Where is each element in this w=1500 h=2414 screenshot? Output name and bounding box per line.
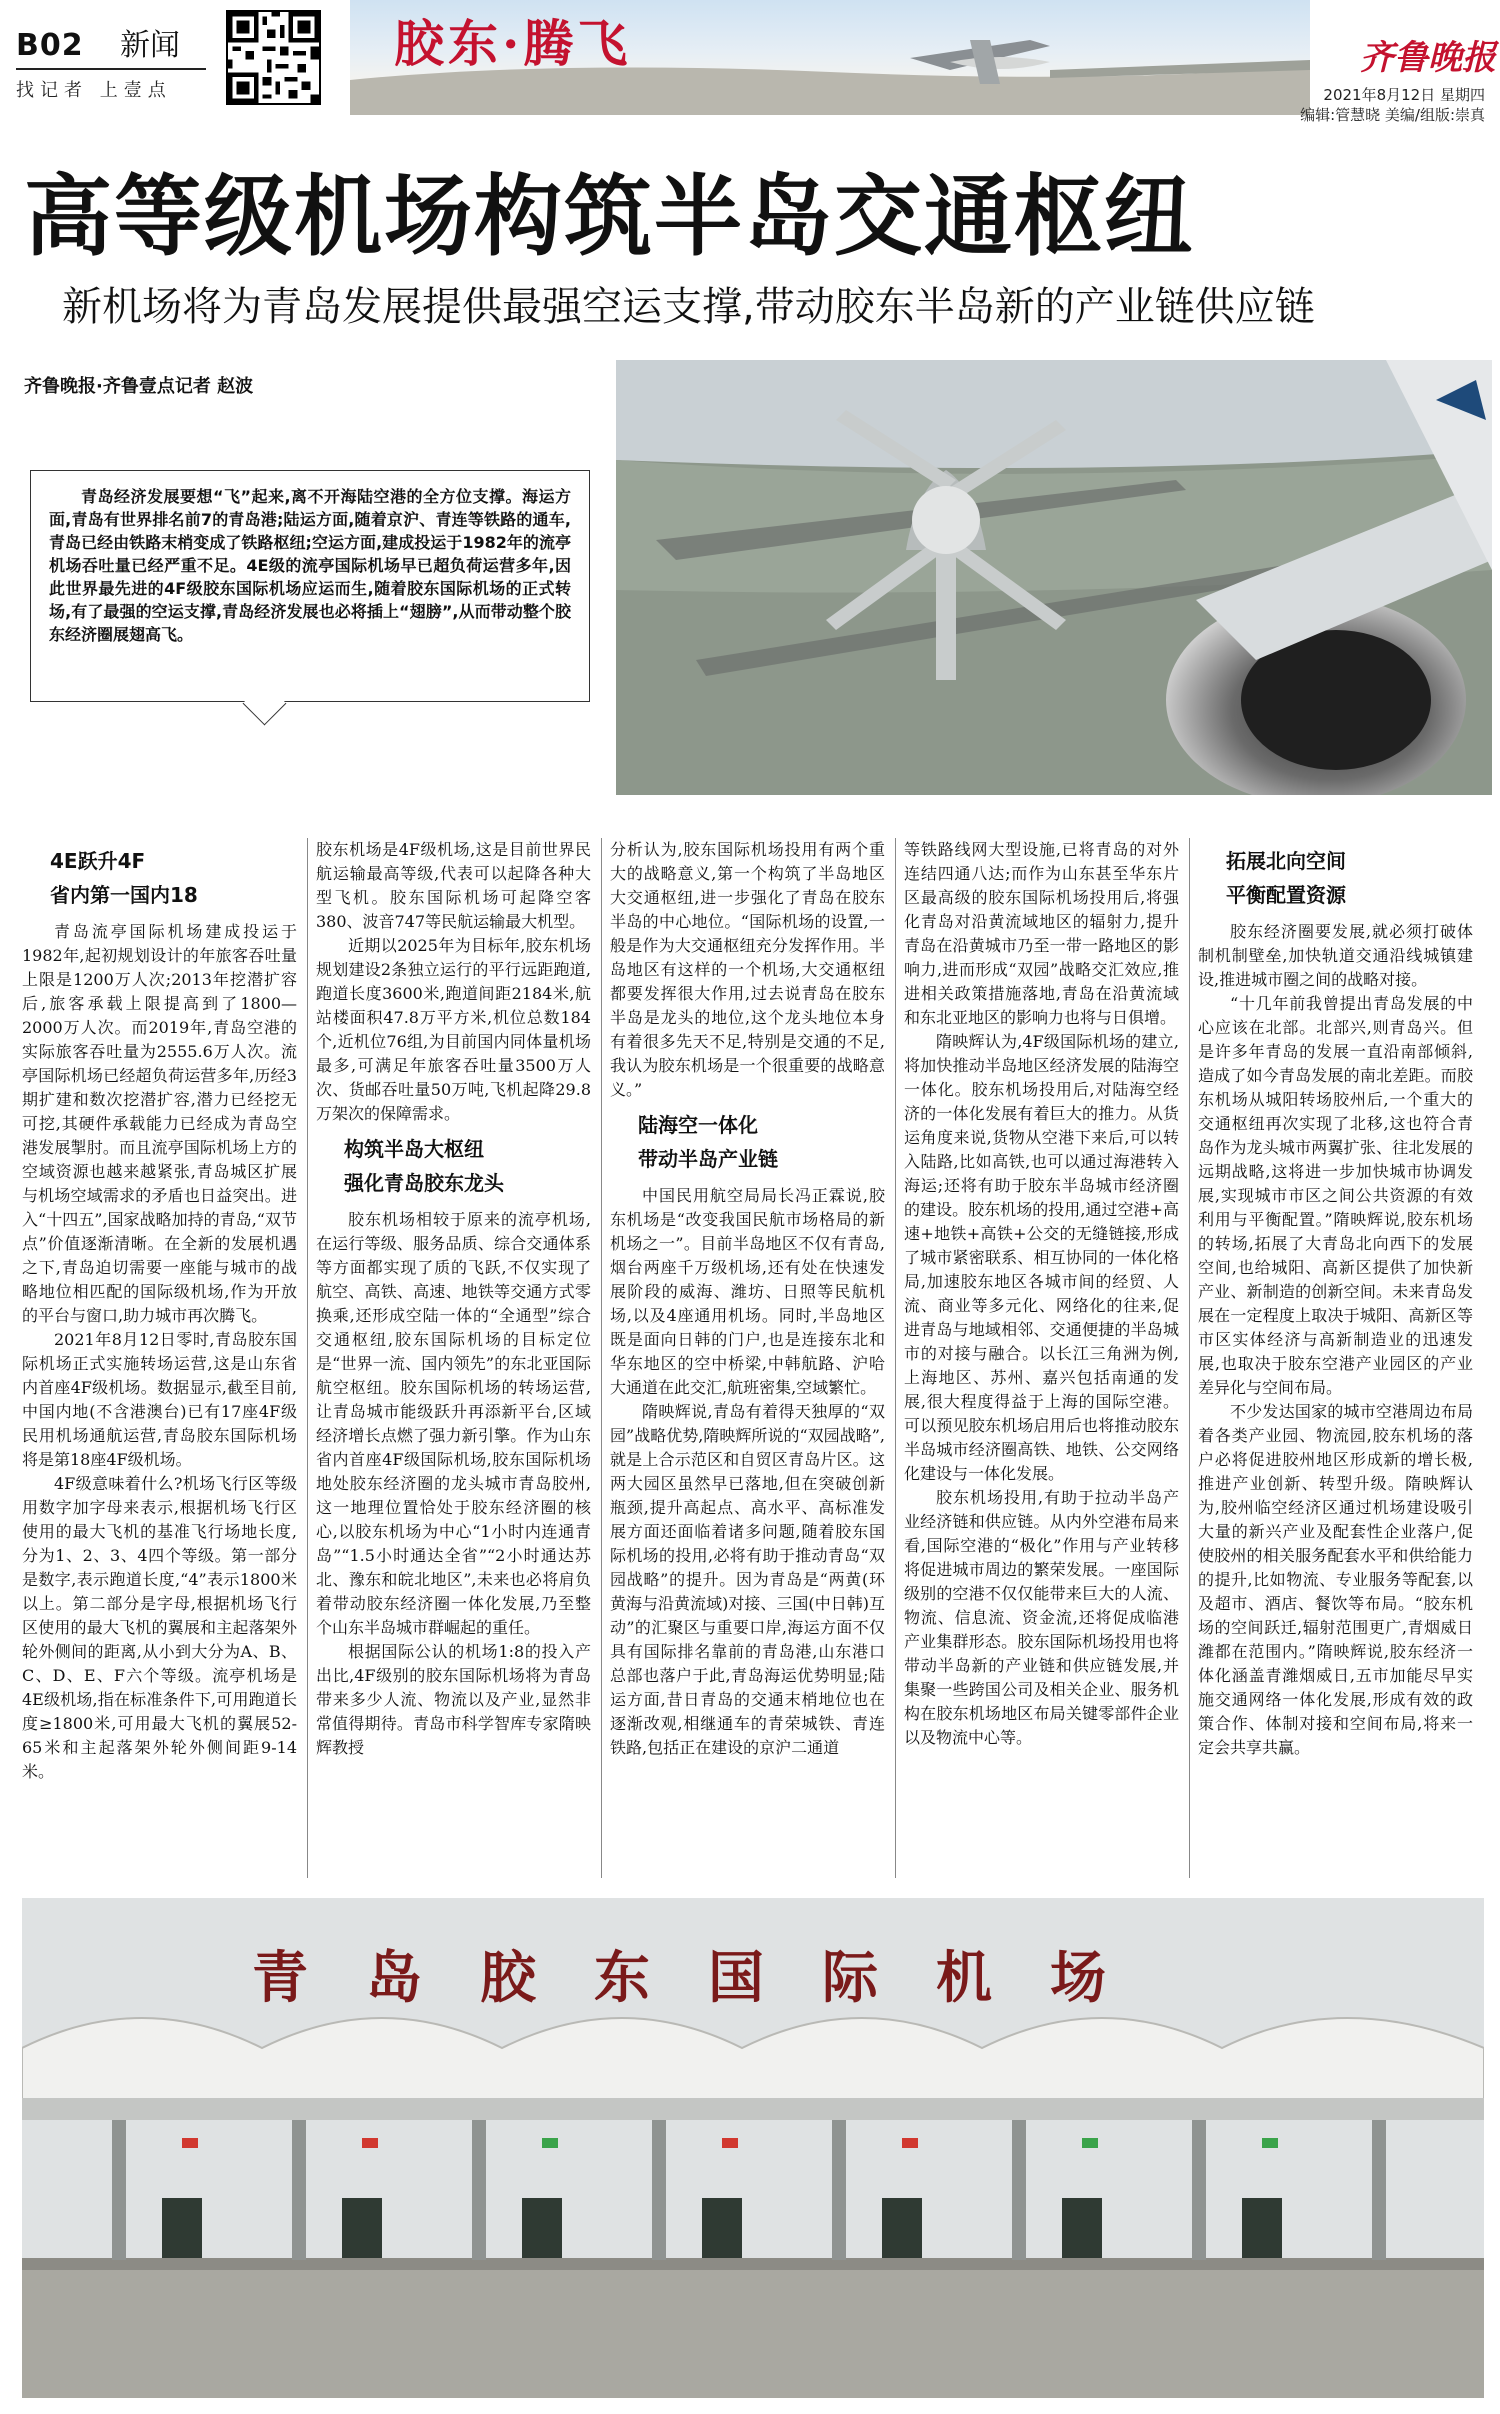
paragraph: 中国民用航空局局长冯正霖说,胶东机场是“改变我国民航市场格局的新机场之一”。目前半岛地区不仅有青岛,烟台两座千万级机场,还有处在快速发展阶段的威海、潍坊、日照等民航机场,以及4座通用机场。同时,半岛地区既是面向日韩的门户,也是连接东北和华东地区的空中桥梁,中韩航路、沪哈大通道在此交汇,航班密集,空域繁忙。 [610, 1186, 885, 1397]
intro-box [30, 470, 590, 702]
paragraph: “十几年前我曾提出青岛发展的中心应该在北部。北部兴,则青岛兴。但是许多年青岛的发展一直沿南部倾斜,造成了如今青岛发展的南北差距。而胶东机场从城阳转场胶州后,一个重大的交通枢纽再次实现了北移,这也符合青岛作为龙头城市两翼扩张、往北发展的远期战略,这将进一步加快城市协调发展,实现城市市区之间公共资源的有效利用与平衡配置。”隋映辉说,胶东机场的转场,拓展了大青岛北向西下的发展空间,也给城阳、高新区提供了加快新产业、新制造的创新空间。未来青岛发展在一定程度上取决于城阳、高新区等市区实体经济与高新制造业的迅速发展,也取决于胶东空港产业园区的产业差异化与空间布局。 [1198, 994, 1473, 1397]
column-2 [316, 838, 591, 1878]
masthead-slogan: 找记者 上壹点 [16, 80, 172, 101]
paragraph: 胶东机场投用,有助于拉动半岛产业经济链和供应链。从内外空港布局来看,国际空港的“极化”作用与产业转移将促进城市周边的繁荣发展。一座国际级别的空港不仅仅能带来巨大的人流、物流、信息流、资金流,还将促成临港产业集群形态。胶东国际机场投用也将带动半岛新的产业链和供应链发展,并集聚一些跨国公司及相关企业、服务机构在胶东机场地区布局关键零部件企业以及物流中心等。 [904, 1488, 1179, 1747]
paragraph: 隋映辉认为,4F级国际机场的建立,将加快推动半岛地区经济发展的陆海空一体化。胶东机场投用后,对陆海空经济的一体化发展有着巨大的推力。从货运角度来说,货物从空港下来后,可以转入陆路,比如高铁,也可以通过海港转入海运;还将有助于胶东半岛城市经济圈的建设。胶东机场的投用,通过空港+高速+地铁+高铁+公交的无缝链接,形成了城市紧密联系、相互协同的一体化格局,加速胶东地区各城市间的经贸、人流、商业等多元化、网络化的往来,促进青岛与地域相邻、交通便捷的半岛城市的对接与融合。以长江三角洲为例,上海地区、苏州、嘉兴包括南通的发展,很大程度得益于上海的国际空港。可以预见胶东机场启用后也将推动胶东半岛城市经济圈高铁、地铁、公交网络化建设与一体化发展。 [904, 1032, 1179, 1483]
column-divider [601, 838, 602, 1878]
gate-sign-text: 青岛胶东国际机场 [252, 1945, 1164, 2011]
paragraph: 根据国际公认的机场1:8的投入产出比,4F级别的胶东国际机场将为青岛带来多少人流、物流以及产业,显然非常值得期待。青岛市科学智库专家隋映辉教授 [316, 1642, 591, 1757]
banner-image [350, 0, 1310, 115]
column-5-subheading [1198, 844, 1473, 912]
column-3 [610, 838, 885, 1878]
paragraph: 胶东机场是4F级机场,这是目前世界民航运输最高等级,代表可以起降各种大型飞机。胶东国际机场可起降空客380、波音747等民航运输最大机型。 [316, 840, 591, 931]
section-name: 新闻 [120, 28, 180, 63]
intro-text: 青岛经济发展要想“飞”起来,离不开海陆空港的全方位支撑。海运方面,青岛有世界排名前7的青岛港;陆运方面,随着京沪、青连等铁路的通车,青岛已经由铁路末梢变成了铁路枢纽;空运方面,建成投运于1982年的流亭机场吞吐量已经严重不足。4E级的流亭国际机场早已超负荷运营多年,因此世界最先进的4F级胶东国际机场应运而生,随着胶东国际机场的正式转场,有了最强的空运支撑,青岛经济发展也必将插上“翅膀”,从而带动整个胶东经济圈展翅高飞。 [49, 487, 571, 644]
subheadline: 新机场将为青岛发展提供最强空运支撑,带动胶东半岛新的产业链供应链 [62, 284, 1315, 330]
subheading-line-1: 陆海空一体化 [638, 1113, 758, 1137]
column-divider [1189, 838, 1190, 1878]
column-1 [22, 838, 297, 1878]
editor-credits: 编辑:管慧晓 美编/组版:崇真 [1300, 106, 1485, 124]
column-4 [904, 838, 1179, 1878]
column-divider [307, 838, 308, 1878]
masthead-rule [16, 68, 206, 70]
airport-aerial-photo [616, 360, 1492, 795]
page-code: B02 [16, 28, 84, 63]
paragraph: 等铁路线网大型设施,已将青岛的对外连结四通八达;而作为山东甚至华东片区最高级的胶东国际机场投用后,将强化青岛对沿黄流域地区的辐射力,提升青岛在沿黄城市乃至一带一路地区的影响力,进而形成“双园”战略交汇效应,推进相关政策措施落地,青岛在沿黄流域和东北亚地区的影响力也将与日俱增。 [904, 840, 1179, 1027]
subheading-line-2: 平衡配置资源 [1226, 883, 1346, 907]
masthead [0, 0, 1500, 130]
subheading-line-1: 构筑半岛大枢纽 [344, 1137, 484, 1161]
column-3-subheading [610, 1108, 885, 1176]
subheading-line-1: 拓展北向空间 [1226, 849, 1346, 873]
paragraph: 4F级意味着什么?机场飞行区等级用数字加字母来表示,根据机场飞行区使用的最大飞机的基准飞行场地长度,分为1、2、3、4四个等级。第一部分是数字,表示跑道长度,“4”表示1800米以上。第二部分是字母,根据机场飞行区使用的最大飞机的翼展和主起落架外轮外侧间的距离,从小到大分为A、B、C、D、E、F六个等级。流亭机场是4E级机场,指在标准条件下,可用跑道长度≥1800米,可用最大飞机的翼展52-65米和主起落架外轮外侧间距9-14米。 [22, 1474, 297, 1781]
subheading-line-2: 省内第一国内18 [50, 883, 198, 907]
aerial-photo-illustration [616, 360, 1492, 795]
paragraph: 胶东机场相较于原来的流亭机场,在运行等级、服务品质、综合交通体系等方面都实现了质的飞跃,不仅实现了航空、高铁、高速、地铁等交通方式零换乘,还形成空陆一体的“全通型”综合交通枢纽,胶东国际机场的目标定位是“世界一流、国内领先”的东北亚国际航空枢纽。胶东国际机场的转场运营,让青岛城市能级跃升再添新平台,区域经济增长点燃了强力新引擎。作为山东省内首座4F级国际机场,胶东国际机场地处胶东经济圈的龙头城市青岛胶州,这一地理位置恰处于胶东经济圈的核心,以胶东机场为中心“1小时内连通青岛”“1.5小时通达全省”“2小时通达苏北、豫东和皖北地区”,未来也必将肩负着带动胶东经济圈一体化发展,乃至整个山东半岛城市群崛起的重任。 [316, 1210, 591, 1637]
column-divider [895, 838, 896, 1878]
paragraph: 近期以2025年为目标年,胶东机场规划建设2条独立运行的平行远距跑道,跑道长度3600米,跑道间距2184米,航站楼面积47.8万平方米,机位总数184个,近机位76组,为目前国内同体量机场最多,可满足年旅客吞吐量3500万人次、货邮吞吐量50万吨,飞机起降29.8万架次的保障需求。 [316, 936, 591, 1123]
headline: 高等级机场构筑半岛交通枢纽 [24, 165, 1195, 268]
subheading-line-2: 强化青岛胶东龙头 [344, 1171, 504, 1195]
byline: 齐鲁晚报·齐鲁壹点记者 赵波 [24, 376, 254, 397]
subheading-line-1: 4E跃升4F [50, 849, 146, 873]
subheading-line-2: 带动半岛产业链 [638, 1147, 778, 1171]
qr-code-icon[interactable] [226, 10, 321, 105]
column-1-subheading [22, 844, 297, 912]
paragraph: 不少发达国家的城市空港周边布局着各类产业园、物流园,胶东机场的落户必将促进胶州地区形成新的增长极,推进产业创新、转型升级。隋映辉认为,胶州临空经济区通过机场建设吸引大量的新兴产业及配套性企业落户,促使胶州的相关服务配套水平和供给能力的提升,比如物流、专业服务等配套,以及超市、酒店、餐饮等布局。“胶东机场的空间跃迁,辐射范围更广,青烟威日潍都在范围内。”隋映辉说,胶东经济一体化涵盖青潍烟威日,五市加能尽早实施交通网络一体化发展,形成有效的政策合作、体制对接和空间布局,将来一定会共享共赢。 [1198, 1402, 1473, 1757]
airport-toll-gate-photo [22, 1898, 1484, 2398]
banner-title: 胶东·腾飞 [394, 14, 632, 73]
paragraph: 隋映辉说,青岛有着得天独厚的“双园”战略优势,隋映辉所说的“双园战略”,就是上合示范区和自贸区青岛片区。这两大园区虽然早已落地,但在突破创新瓶颈,提升高起点、高水平、高标准发展方面还面临着诸多问题,随着胶东国际机场的投用,必将有助于推动青岛“双园战略”的提升。因为青岛是“两黄(环黄海与沿黄流域)对接、三国(中日韩)互动”的汇聚区与重要口岸,海运方面不仅具有国际排名靠前的青岛港,山东港口总部也落户于此,青岛海运优势明显;陆运方面,昔日青岛的交通末梢地位也在逐渐改观,相继通车的青荣城铁、青连铁路,包括正在建设的京沪二通道 [610, 1402, 885, 1757]
paragraph: 2021年8月12日零时,青岛胶东国际机场正式实施转场运营,这是山东省内首座4F级机场。数据显示,截至目前,中国内地(不含港澳台)已有17座4F级民用机场通航运营,青岛胶东国际机场将是第18座4F级机场。 [22, 1330, 297, 1469]
paragraph: 青岛流亭国际机场建成投运于1982年,起初规划设计的年旅客吞吐量上限是1200万人次;2013年挖潜扩容后,旅客承载上限提高到了1800—2000万人次。而2019年,青岛空港的实际旅客吞吐量为2555.6万人次。流亭国际机场已经超负荷运营多年,历经3期扩建和数次挖潜扩容,潜力已经挖无可挖,其硬件承载能力已经成为青岛空港发展掣肘。而且流亭国际机场上方的空域资源也越来越紧张,青岛城区扩展与机场空域需求的矛盾也日益突出。进入“十四五”,国家战略加持的青岛,“双节点”价值逐渐清晰。在全新的发展机遇之下,青岛迫切需要一座能与城市的战略地位相匹配的国际级机场,作为开放的平台与窗口,助力城市再次腾飞。 [22, 922, 297, 1325]
column-2-subheading [316, 1132, 591, 1200]
issue-date: 2021年8月12日 星期四 [1323, 86, 1485, 104]
column-5 [1198, 838, 1473, 1878]
paragraph: 分析认为,胶东国际机场投用有两个重大的战略意义,第一个构筑了半岛地区大交通枢纽,进一步强化了青岛在胶东半岛的中心地位。“国际机场的设置,一般是作为大交通枢纽充分发挥作用。半岛地区有这样的一个机场,大交通枢纽都要发挥很大作用,过去说青岛在胶东半岛是龙头的地位,这个龙头地位本身有着很多先天不足,特别是交通的不足,我认为胶东机场是一个很重要的战略意义。” [610, 840, 885, 1099]
newspaper-logo: 齐鲁晚报 [1360, 38, 1496, 78]
paragraph: 胶东经济圈要发展,就必须打破体制机制壁垒,加快轨道交通沿线城镇建设,推进城市圈之间的战略对接。 [1198, 922, 1473, 989]
